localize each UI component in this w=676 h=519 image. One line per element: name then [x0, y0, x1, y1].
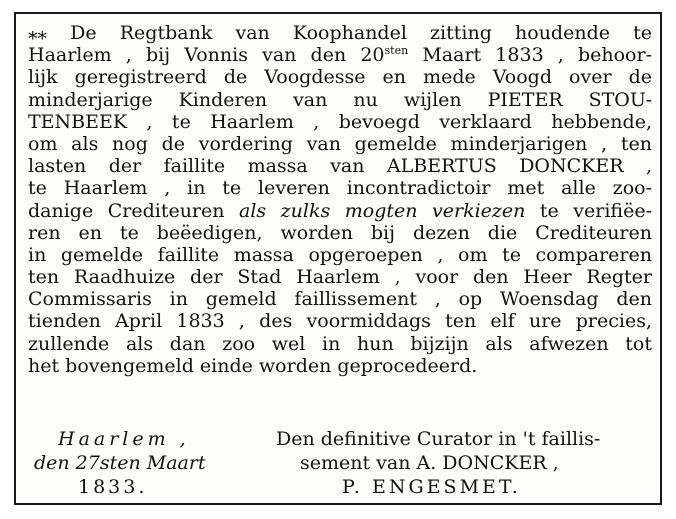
notice-line: minderjarige Kinderen van nu wijlen PIETER STOU- [28, 88, 652, 111]
notice-line: zullende als dan zoo wel in hun bijzijn als afwezen tot [28, 332, 652, 355]
notice-line: ten Raadhuize der Stad Haarlem , voor den Heer Regter [28, 266, 652, 289]
notice-line-tail: te verifiëe- [525, 199, 652, 222]
notice-date: den 27sten Maart [34, 452, 206, 474]
footer-curator [266, 427, 652, 499]
curator-line: sement van A. DONCKER , [300, 452, 559, 474]
newspaper-clipping [14, 12, 662, 505]
curator-line: Den definitive Curator in 't faillis- [276, 428, 601, 450]
notice-year: 1833. [78, 476, 148, 498]
footer-place-date [28, 427, 248, 499]
notice-line: in gemelde faillite massa opgeroepen , om te compareren [28, 243, 652, 266]
notice-line: ren en te beëedigen, worden bij dezen die Crediteuren [28, 221, 652, 244]
notice-line [28, 200, 652, 222]
notice-line-text: danige Crediteuren [28, 199, 240, 222]
notice-line: het bovengemeld einde worden geprocedeerd. [28, 354, 478, 377]
notice-line: lijk geregistreerd de Voogdesse en mede Voogd over de [28, 66, 652, 89]
notice-line: om als nog de vordering van gemelde minderjarigen , ten [28, 132, 652, 155]
notice-line-text: Haarlem , bij Vonnis van den 20 [28, 44, 385, 67]
notice-body [28, 22, 652, 377]
notice-line: Commissaris in gemeld faillissement , op Woensdag den [28, 288, 652, 311]
notice-line-tail: Maart 1833 , behoor- [408, 44, 653, 67]
curator-signature: P. ENGESMET. [342, 476, 521, 498]
notice-line: tienden April 1833 , des voormiddags ten elf ure precies, [28, 310, 652, 333]
notice-line: te Haarlem , in te leveren incontradictoir met alle zoo- [28, 177, 652, 200]
place-name: Haarlem , [58, 428, 190, 450]
notice-line: ⁎⁎ De Regtbank van Koophandel zitting houdende te [28, 22, 652, 44]
superscript-sten: sten [384, 44, 409, 58]
notice-line: lasten der faillite massa van ALBERTUS DONCKER , [28, 155, 652, 178]
notice-line: TENBEEK , te Haarlem , bevoegd verklaard hebbende, [28, 110, 652, 133]
notice-line [28, 44, 652, 66]
notice-italic-phrase: als zulks mogten verkiezen [239, 199, 526, 222]
